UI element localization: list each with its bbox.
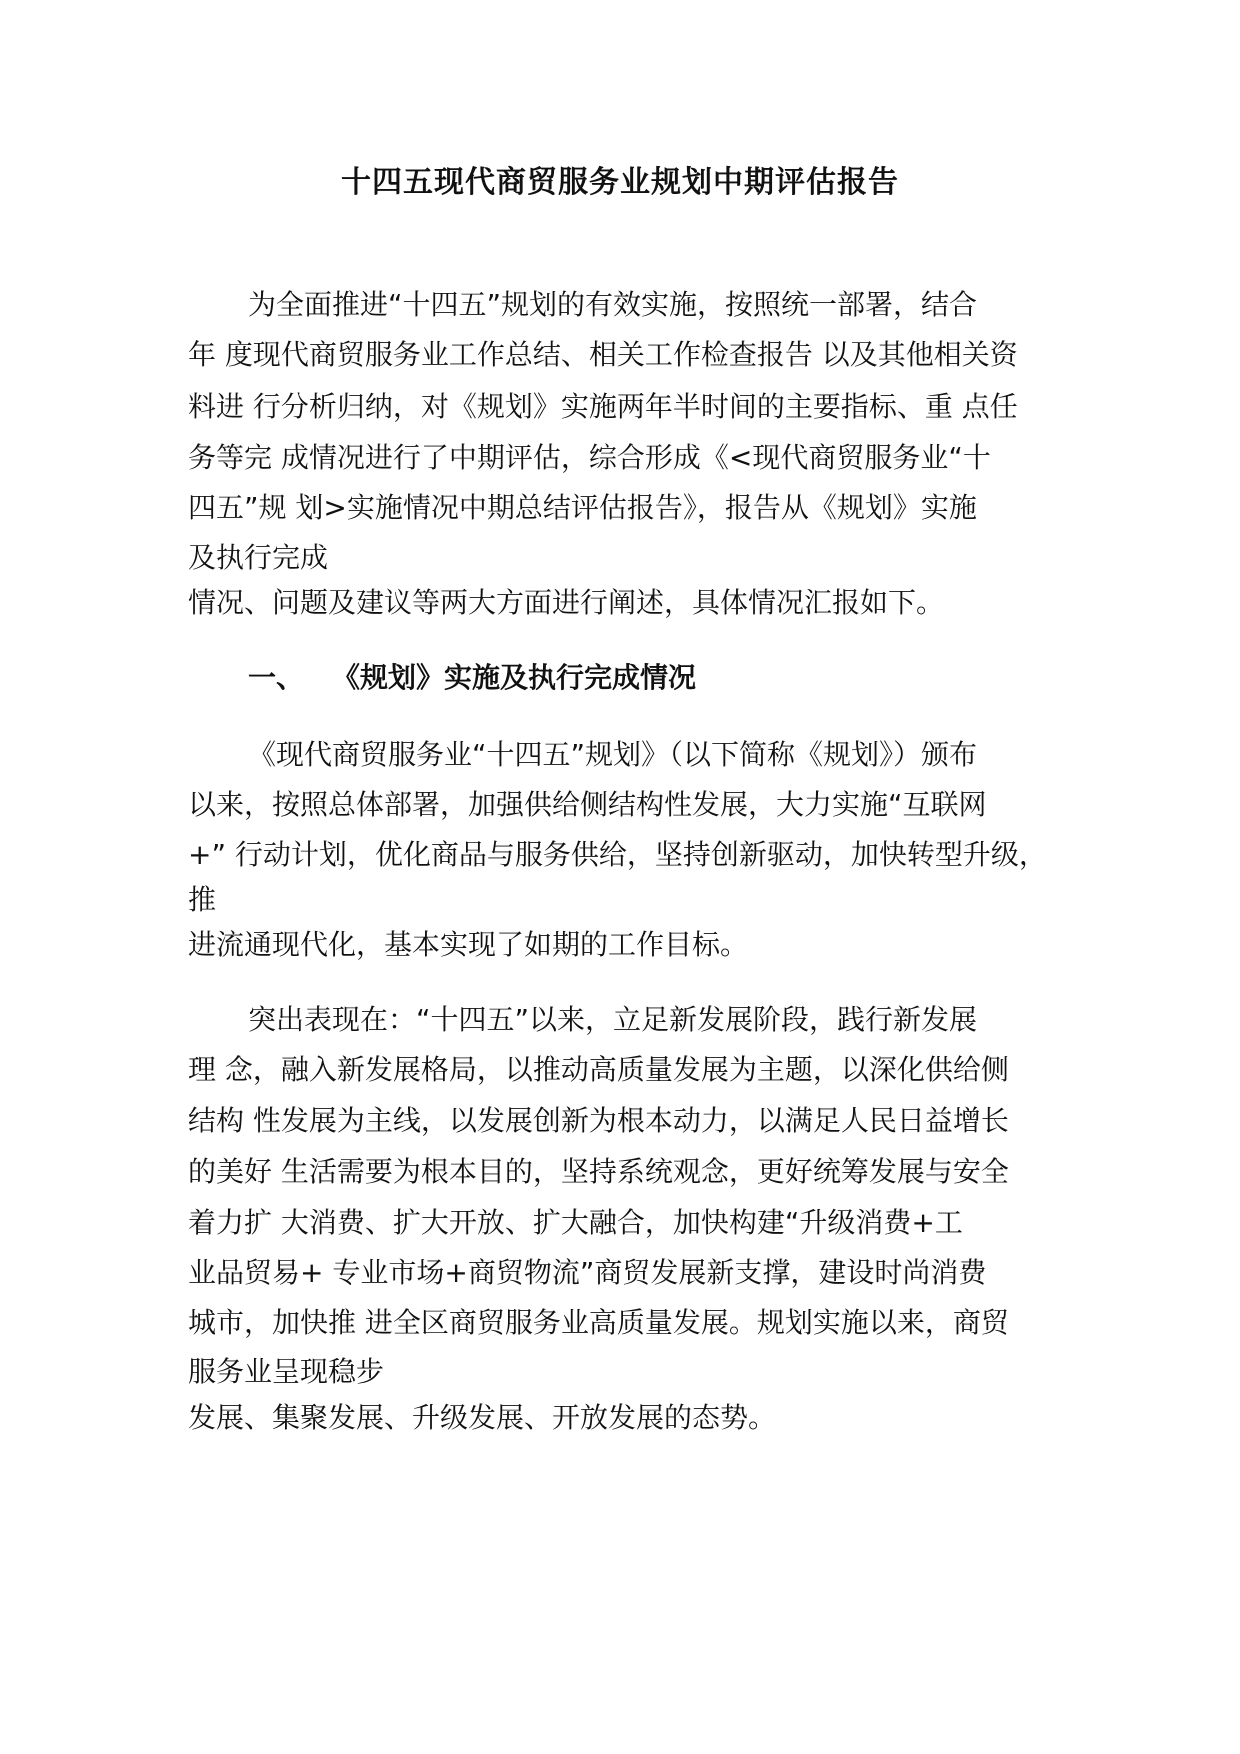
paragraph-3-line-9: 发展、集聚发展、升级发展、开放发展的态势。: [188, 1401, 777, 1434]
section-heading-1: [248, 658, 696, 698]
section-heading-number: 一、: [248, 661, 305, 694]
paragraph-3-line-8: 服务业呈现稳步: [188, 1355, 385, 1388]
paragraph-3-line-6: 业品贸易+ 专业市场+商贸物流”商贸发展新支撑，建设时尚消费: [188, 1256, 987, 1289]
paragraph-3-line-1: 突出表现在：“十四五”以来，立足新发展阶段，践行新发展: [248, 1003, 978, 1036]
paragraph-3-line-5: 着力扩 大消费、扩大开放、扩大融合，加快构建“升级消费+工: [188, 1206, 963, 1239]
paragraph-2-line-2: 以来，按照总体部署，加强供给侧结构性发展，大力实施“互联网: [188, 788, 987, 821]
paragraph-2-line-4: 推: [188, 883, 217, 916]
paragraph-1-line-6: 及执行完成: [188, 541, 329, 574]
section-heading-text: 《规划》实施及执行完成情况: [332, 661, 697, 694]
paragraph-1-line-7: 情况、问题及建议等两大方面进行阐述，具体情况汇报如下。: [188, 586, 945, 619]
paragraph-3-line-3: 结构 性发展为主线，以发展创新为根本动力，以满足人民日益增长: [188, 1104, 1009, 1137]
paragraph-1-line-2: 年 度现代商贸服务业工作总结、相关工作检查报告 以及其他相关资: [188, 338, 1018, 371]
paragraph-3-line-2: 理 念，融入新发展格局，以推动高质量发展为主题，以深化供给侧: [188, 1053, 1009, 1086]
paragraph-1-line-4: 务等完 成情况进行了中期评估，综合形成《<现代商贸服务业“十: [188, 441, 991, 474]
paragraph-2-line-1: 《现代商贸服务业“十四五”规划》（以下简称《规划》）颁布: [248, 738, 978, 771]
paragraph-3-line-7: 城市，加快推 进全区商贸服务业高质量发展。规划实施以来，商贸: [188, 1306, 1009, 1339]
paragraph-2-line-3: +” 行动计划，优化商品与服务供给，坚持创新驱动，加快转型升级，: [188, 838, 1047, 871]
document-title: 十四五现代商贸服务业规划中期评估报告: [341, 165, 899, 200]
paragraph-1-line-3: 料进 行分析归纳，对《规划》实施两年半时间的主要指标、重 点任: [188, 390, 1018, 423]
paragraph-3-line-4: 的美好 生活需要为根本目的，坚持系统观念，更好统筹发展与安全: [188, 1155, 1009, 1188]
paragraph-1-line-1: 为全面推进“十四五”规划的有效实施，按照统一部署，结合: [248, 288, 978, 321]
paragraph-2-line-5: 进流通现代化，基本实现了如期的工作目标。: [188, 928, 749, 961]
paragraph-1-line-5: 四五”规 划>实施情况中期总结评估报告》，报告从《规划》实施: [188, 491, 977, 524]
